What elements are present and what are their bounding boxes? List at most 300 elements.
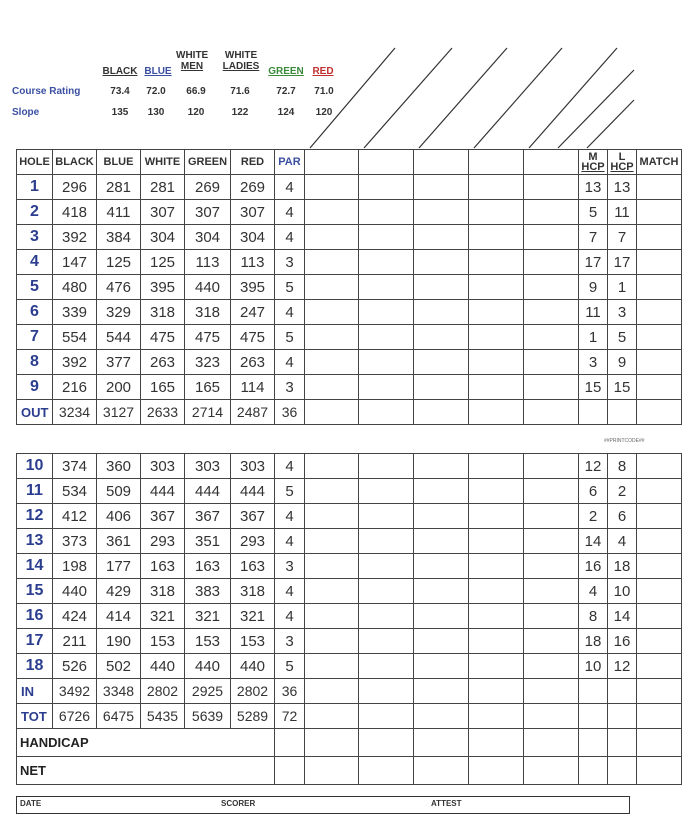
col-m-hcp — [579, 150, 608, 175]
in-total-row-label: IN — [17, 679, 53, 704]
score-cell-player-4[interactable] — [469, 629, 524, 654]
match-cell[interactable] — [637, 654, 682, 679]
score-cell-player-5[interactable] — [524, 325, 579, 350]
match-cell[interactable] — [637, 529, 682, 554]
in-total-row-match[interactable] — [637, 679, 682, 704]
yardage-white: 125 — [141, 250, 185, 275]
mens-handicap: 8 — [579, 604, 608, 629]
diagonal-line — [474, 48, 562, 148]
slope-label: Slope — [12, 107, 40, 118]
mens-handicap: 7 — [579, 225, 608, 250]
col-white: WHITE — [141, 150, 185, 175]
signature-footer — [16, 796, 630, 814]
out-total-row-match[interactable] — [637, 400, 682, 425]
score-cell-player-5[interactable] — [524, 529, 579, 554]
handicap-row-par — [275, 729, 305, 757]
net-row-player-2[interactable] — [359, 757, 414, 785]
hole-number: 8 — [17, 350, 53, 375]
match-cell[interactable] — [637, 479, 682, 504]
l-hcp-line1: L — [618, 151, 626, 163]
par-value: 4 — [275, 529, 305, 554]
in-total-row-white: 2802 — [141, 679, 185, 704]
score-cell-player-4[interactable] — [469, 325, 524, 350]
yardage-black: 296 — [53, 175, 97, 200]
in-total-row-par: 36 — [275, 679, 305, 704]
handicap-row-m-hcp — [579, 729, 608, 757]
in-total-row-green: 2925 — [185, 679, 231, 704]
date-label: DATE — [20, 799, 42, 808]
match-cell[interactable] — [637, 325, 682, 350]
mens-handicap: 12 — [579, 454, 608, 479]
score-cell-player-5[interactable] — [524, 629, 579, 654]
ladies-handicap: 6 — [608, 504, 637, 529]
score-cell-player-3[interactable] — [414, 200, 469, 225]
score-cell-player-4[interactable] — [469, 250, 524, 275]
net-row-m-hcp — [579, 757, 608, 785]
in-total-row-l-hcp — [608, 679, 637, 704]
diagonal-line — [310, 48, 395, 148]
par-value: 3 — [275, 375, 305, 400]
col-player-2 — [359, 150, 414, 175]
score-cell-player-2[interactable] — [359, 579, 414, 604]
yardage-black: 440 — [53, 579, 97, 604]
yardage-white: 293 — [141, 529, 185, 554]
par-value: 4 — [275, 604, 305, 629]
score-cell-player-5[interactable] — [524, 200, 579, 225]
yardage-black: 418 — [53, 200, 97, 225]
yardage-white: 440 — [141, 654, 185, 679]
hole-row — [17, 200, 682, 225]
grand-total-row-black: 6726 — [53, 704, 97, 729]
hole-number: 10 — [17, 454, 53, 479]
score-cell-player-2[interactable] — [359, 350, 414, 375]
score-cell-player-2[interactable] — [359, 300, 414, 325]
score-cell-player-1[interactable] — [305, 604, 359, 629]
front-nine-table — [16, 149, 682, 425]
handicap-row-player-5[interactable] — [524, 729, 579, 757]
score-cell-player-5[interactable] — [524, 350, 579, 375]
hole-row — [17, 275, 682, 300]
score-cell-player-5[interactable] — [524, 225, 579, 250]
handicap-row-player-1[interactable] — [305, 729, 359, 757]
score-cell-player-1[interactable] — [305, 529, 359, 554]
out-total-row-score-player-2[interactable] — [359, 400, 414, 425]
out-total-row — [17, 400, 682, 425]
par-value: 4 — [275, 225, 305, 250]
yardage-red: 293 — [231, 529, 275, 554]
ladies-handicap: 16 — [608, 629, 637, 654]
score-cell-player-3[interactable] — [414, 350, 469, 375]
yardage-white: 318 — [141, 579, 185, 604]
match-cell[interactable] — [637, 604, 682, 629]
out-total-row-white: 2633 — [141, 400, 185, 425]
yardage-white: 395 — [141, 275, 185, 300]
yardage-blue: 384 — [97, 225, 141, 250]
score-cell-player-3[interactable] — [414, 275, 469, 300]
score-cell-player-4[interactable] — [469, 175, 524, 200]
hole-row — [17, 250, 682, 275]
col-black: BLACK — [53, 150, 97, 175]
score-cell-player-2[interactable] — [359, 275, 414, 300]
score-cell-player-1[interactable] — [305, 654, 359, 679]
yardage-red: 395 — [231, 275, 275, 300]
score-cell-player-3[interactable] — [414, 479, 469, 504]
yardage-white: 475 — [141, 325, 185, 350]
grand-total-row-score-player-3[interactable] — [414, 704, 469, 729]
score-cell-player-4[interactable] — [469, 454, 524, 479]
score-cell-player-3[interactable] — [414, 175, 469, 200]
yardage-black: 339 — [53, 300, 97, 325]
score-cell-player-3[interactable] — [414, 579, 469, 604]
score-cell-player-1[interactable] — [305, 175, 359, 200]
tee-header-red: RED — [312, 66, 334, 77]
yardage-green: 440 — [185, 654, 231, 679]
in-total-row-score-player-1[interactable] — [305, 679, 359, 704]
yardage-green: 163 — [185, 554, 231, 579]
score-cell-player-1[interactable] — [305, 250, 359, 275]
net-row-label: NET — [17, 757, 275, 785]
hole-row — [17, 579, 682, 604]
score-cell-player-5[interactable] — [524, 554, 579, 579]
in-total-row-blue: 3348 — [97, 679, 141, 704]
score-cell-player-5[interactable] — [524, 300, 579, 325]
handicap-row-match[interactable] — [637, 729, 682, 757]
hole-row — [17, 175, 682, 200]
score-cell-player-3[interactable] — [414, 250, 469, 275]
score-cell-player-1[interactable] — [305, 375, 359, 400]
hole-number: 15 — [17, 579, 53, 604]
col-player-1 — [305, 150, 359, 175]
par-value: 3 — [275, 554, 305, 579]
grand-total-row-m-hcp — [579, 704, 608, 729]
score-cell-player-3[interactable] — [414, 375, 469, 400]
par-value: 4 — [275, 200, 305, 225]
grand-total-row-score-player-2[interactable] — [359, 704, 414, 729]
hole-row — [17, 629, 682, 654]
score-cell-player-3[interactable] — [414, 604, 469, 629]
ladies-handicap: 11 — [608, 200, 637, 225]
col-green: GREEN — [185, 150, 231, 175]
grand-total-row-score-player-1[interactable] — [305, 704, 359, 729]
yardage-red: 303 — [231, 454, 275, 479]
out-total-row-score-player-1[interactable] — [305, 400, 359, 425]
hole-number: 14 — [17, 554, 53, 579]
score-cell-player-3[interactable] — [414, 629, 469, 654]
hole-number: 9 — [17, 375, 53, 400]
hole-row — [17, 300, 682, 325]
score-cell-player-4[interactable] — [469, 350, 524, 375]
score-cell-player-5[interactable] — [524, 175, 579, 200]
hole-number: 16 — [17, 604, 53, 629]
score-cell-player-1[interactable] — [305, 275, 359, 300]
score-cell-player-3[interactable] — [414, 454, 469, 479]
yardage-white: 321 — [141, 604, 185, 629]
score-cell-player-4[interactable] — [469, 604, 524, 629]
score-cell-player-5[interactable] — [524, 579, 579, 604]
in-total-row-score-player-3[interactable] — [414, 679, 469, 704]
handicap-row-player-3[interactable] — [414, 729, 469, 757]
score-cell-player-2[interactable] — [359, 375, 414, 400]
hole-row — [17, 604, 682, 629]
hole-row — [17, 225, 682, 250]
match-cell[interactable] — [637, 454, 682, 479]
yardage-red: 163 — [231, 554, 275, 579]
yardage-white: 163 — [141, 554, 185, 579]
yardage-green: 444 — [185, 479, 231, 504]
handicap-row-player-2[interactable] — [359, 729, 414, 757]
out-total-row-score-player-5[interactable] — [524, 400, 579, 425]
match-cell[interactable] — [637, 200, 682, 225]
hole-row — [17, 529, 682, 554]
out-total-row-score-player-3[interactable] — [414, 400, 469, 425]
score-cell-player-5[interactable] — [524, 604, 579, 629]
score-cell-player-3[interactable] — [414, 504, 469, 529]
course-rating-value: 73.4 — [110, 86, 130, 97]
score-cell-player-1[interactable] — [305, 504, 359, 529]
net-row-player-5[interactable] — [524, 757, 579, 785]
grand-total-row-score-player-4[interactable] — [469, 704, 524, 729]
par-value: 4 — [275, 175, 305, 200]
match-cell[interactable] — [637, 350, 682, 375]
match-cell[interactable] — [637, 554, 682, 579]
score-cell-player-3[interactable] — [414, 300, 469, 325]
out-total-row-score-player-4[interactable] — [469, 400, 524, 425]
score-cell-player-4[interactable] — [469, 479, 524, 504]
score-cell-player-2[interactable] — [359, 629, 414, 654]
score-cell-player-4[interactable] — [469, 200, 524, 225]
grand-total-row-match[interactable] — [637, 704, 682, 729]
course-rating-label: Course Rating — [12, 86, 81, 97]
score-cell-player-1[interactable] — [305, 454, 359, 479]
score-cell-player-4[interactable] — [469, 300, 524, 325]
score-cell-player-1[interactable] — [305, 350, 359, 375]
score-cell-player-1[interactable] — [305, 629, 359, 654]
course-rating-value: 71.0 — [314, 86, 334, 97]
yardage-white: 318 — [141, 300, 185, 325]
par-value: 4 — [275, 579, 305, 604]
tee-header-white-ladies-line1: WHITE — [224, 50, 258, 61]
tee-header-white-men-line1: WHITE — [176, 50, 209, 61]
match-cell[interactable] — [637, 579, 682, 604]
mens-handicap: 17 — [579, 250, 608, 275]
net-row-player-1[interactable] — [305, 757, 359, 785]
yardage-black: 147 — [53, 250, 97, 275]
mens-handicap: 15 — [579, 375, 608, 400]
par-value: 3 — [275, 629, 305, 654]
yardage-red: 247 — [231, 300, 275, 325]
yardage-black: 554 — [53, 325, 97, 350]
hole-number: 4 — [17, 250, 53, 275]
yardage-red: 113 — [231, 250, 275, 275]
tee-header-green: GREEN — [268, 66, 304, 77]
score-cell-player-5[interactable] — [524, 375, 579, 400]
m-hcp-line2: HCP — [581, 161, 605, 173]
col-hole: HOLE — [17, 150, 53, 175]
score-cell-player-2[interactable] — [359, 225, 414, 250]
in-total-row — [17, 679, 682, 704]
col-player-4 — [469, 150, 524, 175]
net-row-player-4[interactable] — [469, 757, 524, 785]
score-cell-player-3[interactable] — [414, 529, 469, 554]
match-cell[interactable] — [637, 225, 682, 250]
par-value: 4 — [275, 350, 305, 375]
score-cell-player-5[interactable] — [524, 250, 579, 275]
score-cell-player-4[interactable] — [469, 654, 524, 679]
tee-header-blue: BLUE — [144, 66, 172, 77]
in-total-row-score-player-2[interactable] — [359, 679, 414, 704]
yardage-white: 153 — [141, 629, 185, 654]
score-cell-player-3[interactable] — [414, 325, 469, 350]
tee-header-white-ladies-line2: LADIES — [222, 61, 260, 72]
par-value: 3 — [275, 250, 305, 275]
ladies-handicap: 3 — [608, 300, 637, 325]
score-cell-player-4[interactable] — [469, 275, 524, 300]
score-cell-player-1[interactable] — [305, 200, 359, 225]
yardage-green: 153 — [185, 629, 231, 654]
grand-total-row-red: 5289 — [231, 704, 275, 729]
slope-value: 120 — [187, 107, 205, 118]
hole-row — [17, 554, 682, 579]
yardage-green: 475 — [185, 325, 231, 350]
score-cell-player-3[interactable] — [414, 225, 469, 250]
l-hcp-line2: HCP — [610, 161, 634, 173]
yardage-black: 412 — [53, 504, 97, 529]
hole-row — [17, 654, 682, 679]
score-cell-player-1[interactable] — [305, 579, 359, 604]
match-cell[interactable] — [637, 275, 682, 300]
score-cell-player-5[interactable] — [524, 454, 579, 479]
score-cell-player-4[interactable] — [469, 579, 524, 604]
par-value: 5 — [275, 325, 305, 350]
ladies-handicap: 8 — [608, 454, 637, 479]
mens-handicap: 13 — [579, 175, 608, 200]
out-total-row-blue: 3127 — [97, 400, 141, 425]
score-cell-player-4[interactable] — [469, 554, 524, 579]
yardage-blue: 177 — [97, 554, 141, 579]
score-cell-player-1[interactable] — [305, 225, 359, 250]
diagonal-line — [364, 48, 452, 148]
in-total-row-score-player-5[interactable] — [524, 679, 579, 704]
grand-total-row-label: TOT — [17, 704, 53, 729]
grand-total-row-green: 5639 — [185, 704, 231, 729]
yardage-blue: 125 — [97, 250, 141, 275]
hole-number: 13 — [17, 529, 53, 554]
grand-total-row-par: 72 — [275, 704, 305, 729]
score-cell-player-2[interactable] — [359, 504, 414, 529]
yardage-blue: 361 — [97, 529, 141, 554]
ladies-handicap: 12 — [608, 654, 637, 679]
match-cell[interactable] — [637, 250, 682, 275]
score-cell-player-2[interactable] — [359, 454, 414, 479]
net-row-match[interactable] — [637, 757, 682, 785]
tee-header-black: BLACK — [102, 66, 138, 77]
score-cell-player-1[interactable] — [305, 554, 359, 579]
hole-number: 18 — [17, 654, 53, 679]
yardage-black: 534 — [53, 479, 97, 504]
score-cell-player-2[interactable] — [359, 479, 414, 504]
par-value: 5 — [275, 654, 305, 679]
yardage-green: 113 — [185, 250, 231, 275]
match-cell[interactable] — [637, 504, 682, 529]
net-row-l-hcp — [608, 757, 637, 785]
score-cell-player-4[interactable] — [469, 225, 524, 250]
mens-handicap: 6 — [579, 479, 608, 504]
yardage-black: 211 — [53, 629, 97, 654]
yardage-red: 444 — [231, 479, 275, 504]
score-cell-player-2[interactable] — [359, 654, 414, 679]
score-cell-player-4[interactable] — [469, 375, 524, 400]
score-cell-player-1[interactable] — [305, 300, 359, 325]
hole-number: 6 — [17, 300, 53, 325]
grand-total-row — [17, 704, 682, 729]
score-cell-player-5[interactable] — [524, 275, 579, 300]
score-cell-player-5[interactable] — [524, 479, 579, 504]
yardage-blue: 190 — [97, 629, 141, 654]
out-total-row-green: 2714 — [185, 400, 231, 425]
yardage-green: 269 — [185, 175, 231, 200]
score-cell-player-2[interactable] — [359, 554, 414, 579]
score-cell-player-4[interactable] — [469, 504, 524, 529]
score-cell-player-1[interactable] — [305, 325, 359, 350]
slope-value: 122 — [231, 107, 249, 118]
yardage-black: 424 — [53, 604, 97, 629]
grand-total-row-score-player-5[interactable] — [524, 704, 579, 729]
yardage-red: 475 — [231, 325, 275, 350]
mens-handicap: 1 — [579, 325, 608, 350]
diagonal-line — [587, 100, 634, 148]
hole-number: 1 — [17, 175, 53, 200]
match-cell[interactable] — [637, 300, 682, 325]
out-total-row-par: 36 — [275, 400, 305, 425]
net-row-player-3[interactable] — [414, 757, 469, 785]
diagonal-line — [558, 70, 634, 148]
score-cell-player-5[interactable] — [524, 654, 579, 679]
match-cell[interactable] — [637, 629, 682, 654]
score-cell-player-1[interactable] — [305, 479, 359, 504]
yardage-white: 303 — [141, 454, 185, 479]
score-cell-player-2[interactable] — [359, 175, 414, 200]
yardage-green: 383 — [185, 579, 231, 604]
score-cell-player-5[interactable] — [524, 504, 579, 529]
handicap-row-player-4[interactable] — [469, 729, 524, 757]
match-cell[interactable] — [637, 175, 682, 200]
yardage-red: 318 — [231, 579, 275, 604]
hole-number: 11 — [17, 479, 53, 504]
score-cell-player-2[interactable] — [359, 604, 414, 629]
score-cell-player-3[interactable] — [414, 554, 469, 579]
col-player-5 — [524, 150, 579, 175]
grand-total-row-blue: 6475 — [97, 704, 141, 729]
col-player-3 — [414, 150, 469, 175]
slope-value: 135 — [111, 107, 129, 118]
score-cell-player-2[interactable] — [359, 200, 414, 225]
in-total-row-score-player-4[interactable] — [469, 679, 524, 704]
mens-handicap: 9 — [579, 275, 608, 300]
yardage-blue: 544 — [97, 325, 141, 350]
net-row-par — [275, 757, 305, 785]
score-cell-player-2[interactable] — [359, 325, 414, 350]
score-cell-player-2[interactable] — [359, 250, 414, 275]
match-cell[interactable] — [637, 375, 682, 400]
score-cell-player-2[interactable] — [359, 529, 414, 554]
out-total-row-black: 3234 — [53, 400, 97, 425]
mens-handicap: 14 — [579, 529, 608, 554]
yardage-white: 367 — [141, 504, 185, 529]
score-cell-player-3[interactable] — [414, 654, 469, 679]
out-total-row-red: 2487 — [231, 400, 275, 425]
mens-handicap: 11 — [579, 300, 608, 325]
score-cell-player-4[interactable] — [469, 529, 524, 554]
